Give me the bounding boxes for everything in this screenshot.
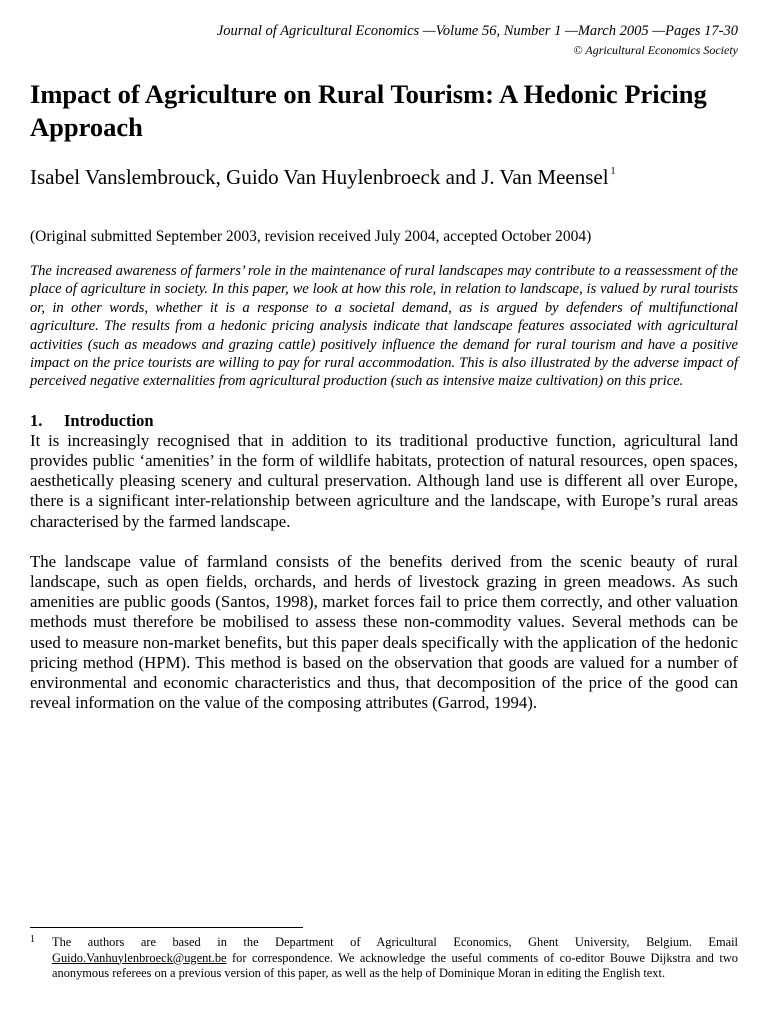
article-page <box>30 22 738 713</box>
article-title: Impact of Agriculture on Rural Tourism: A Hedonic Pricing Approach <box>30 79 707 142</box>
abstract: The increased awareness of farmers’ role in the maintenance of rural landscapes may contribute to a reassessment of the place of agriculture in society. In this paper, we look at how this role, in relation to landscape, is valued by rural tourists or, in other words, whether it is a response to a societal demand, as is argued by defenders of multifunctional agriculture. The results from a hedonic pricing analysis indicate that landscape features associated with agricultural activities (such as meadows and grazing cattle) positively influence the demand for rural tourism and have a positive impact on the price tourists are willing to pay for rural accommodation. This is also illustrated by the adverse impact of perceived negative externalities from agricultural production (such as intensive maize cultivation) on this price. <box>30 263 738 390</box>
submission-history: (Original submitted September 2003, revision received July 2004, accepted October 2004) <box>30 228 592 245</box>
section-title: Introduction <box>64 410 154 430</box>
author-footnote-mark: 1 <box>610 166 616 177</box>
copyright-line: © Agricultural Economics Society <box>573 43 738 57</box>
section-number: 1. <box>30 410 43 430</box>
body-paragraph: The landscape value of farmland consists of the benefits derived from the scenic beauty of rural landscape, such as open fields, orchards, and herds of livestock grazing in green meadows. As such amenities are public goods (Santos, 1998), market forces fail to price them correctly, and other valuation methods must therefore be mobilised to assess these non-commodity values. Several methods can be used to measure non-market benefits, but this paper deals specifically with the application of the hedonic pricing method (HPM). This method is based on the observation that goods are valued for a number of environmental and economic characteristics and thus, that decomposition of the price of the good can reveal information on the value of the composing attributes (Garrod, 1994). <box>30 551 738 713</box>
footnote-divider <box>30 927 303 928</box>
footnote-text-after: for correspondence. We acknowledge the useful comments of co-editor Bouwe Dijkstra and two anonymous referees on a previous version of this paper, as well as the help of Dominique Moran in editing the English text. <box>52 950 738 980</box>
author-list <box>30 158 738 191</box>
footnote <box>30 935 738 982</box>
email-link[interactable]: Guido.Vanhuylenbroeck@ugent.be <box>52 950 227 965</box>
footnote-text <box>30 935 738 982</box>
section-heading <box>30 411 738 431</box>
authors-text: Isabel Vanslembrouck, Guido Van Huylenbroeck and J. Van Meensel <box>30 165 609 189</box>
footnote-mark: 1 <box>30 934 35 945</box>
footnote-text-before: The authors are based in the Department of Agricultural Economics, Ghent University, Belgium. Email <box>52 935 738 949</box>
running-head: Journal of Agricultural Economics —Volume 56, Number 1 —March 2005 —Pages 17-30 <box>216 23 738 39</box>
body-paragraph: It is increasingly recognised that in addition to its traditional productive function, agricultural land provides public ‘amenities’ in the form of wildlife habitats, protection of natural resources, open spaces, aesthetically pleasing scenery and cultural preservation. Although land use is different all over Europe, there is a significant inter-relationship between agriculture and the landscape, with Europe’s rural areas characterised by the farmed landscape. <box>30 430 738 531</box>
